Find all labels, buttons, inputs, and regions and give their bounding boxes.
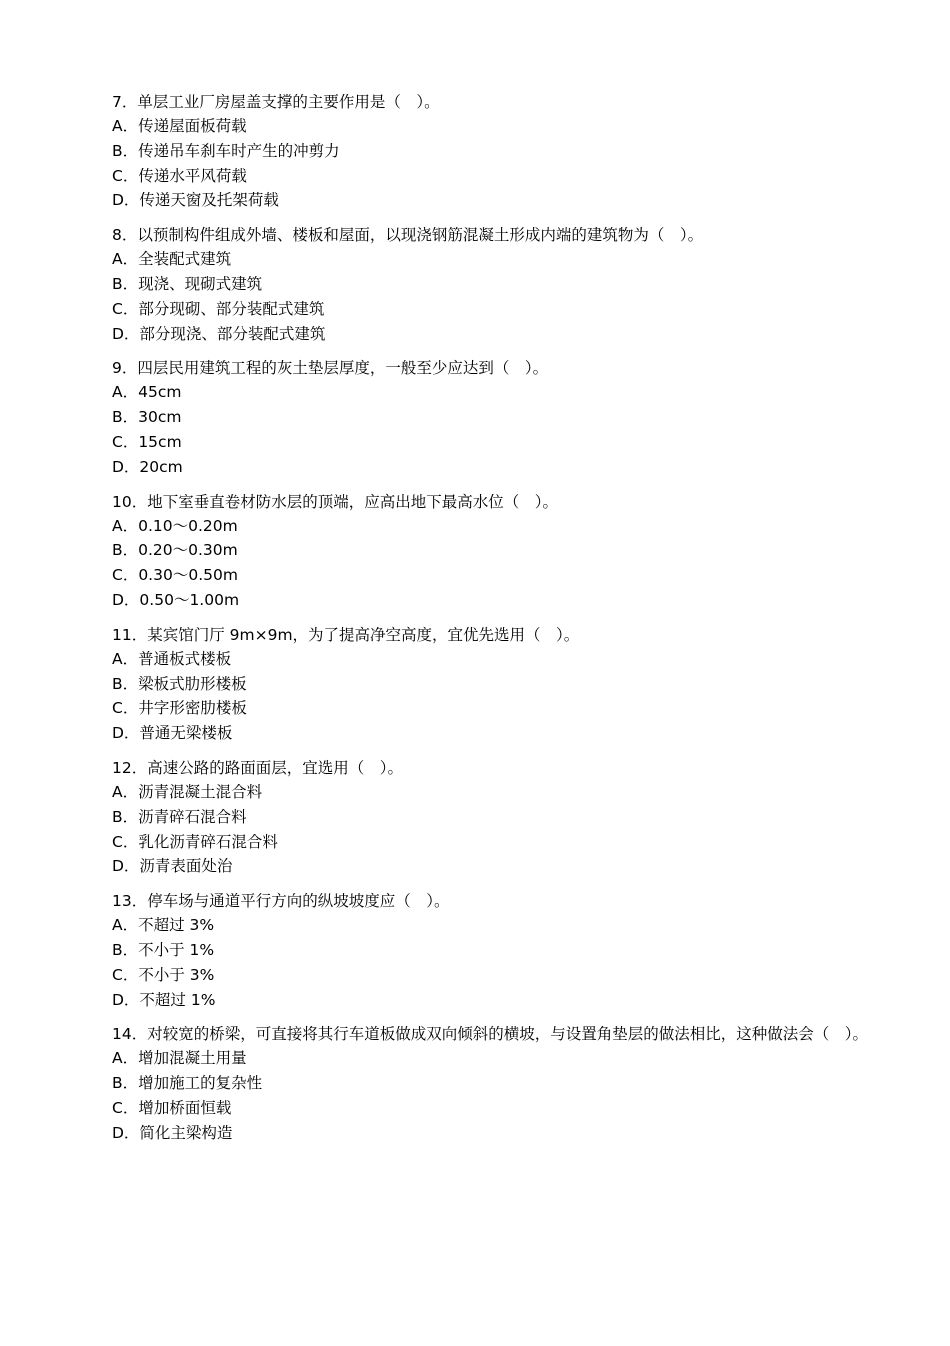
question-7 [88,90,878,213]
option-c: C．井字形密肋楼板 [112,699,247,718]
option-c: C．增加桥面恒载 [112,1098,232,1117]
question-stem: 13．停车场与通道平行方向的纵坡坡度应（ ）。 [112,892,450,911]
option-d: D．部分现浇、部分装配式建筑 [112,324,326,343]
option-a: A．不超过 3% [112,916,215,935]
question-11 [88,623,878,746]
option-c: C．传递水平风荷载 [112,166,247,185]
option-b: B．30cm [112,408,182,427]
option-b: B．现浇、现砌式建筑 [112,274,263,293]
option-b: B．梁板式肋形楼板 [112,674,247,693]
option-d: D．简化主梁构造 [112,1123,233,1142]
option-b: B．传递吊车刹车时产生的冲剪力 [112,141,340,160]
option-a: A．0.10～0.20m [112,516,238,535]
question-10 [88,490,878,613]
option-d: D．20cm [112,457,183,476]
question-stem: 9．四层民用建筑工程的灰土垫层厚度，一般至少应达到（ ）。 [112,359,549,378]
option-c: C．0.30～0.50m [112,566,238,585]
question-13 [88,889,878,1012]
question-12 [88,756,878,879]
question-stem: 12．高速公路的路面面层，宜选用（ ）。 [112,758,403,777]
option-d: D．0.50～1.00m [112,590,240,609]
option-d: D．传递天窗及托架荷载 [112,191,279,210]
question-9 [88,356,878,479]
option-c: C．15cm [112,432,182,451]
option-a: A．增加混凝土用量 [112,1049,247,1068]
option-c: C．不小于 3% [112,965,215,984]
option-c: C．乳化沥青碎石混合料 [112,832,278,851]
option-a: A．普通板式楼板 [112,649,232,668]
option-d: D．沥青表面处治 [112,857,233,876]
option-a: A．沥青混凝土混合料 [112,782,263,801]
question-14 [88,1022,878,1145]
question-stem: 10．地下室垂直卷材防水层的顶端，应高出地下最高水位（ ）。 [112,492,558,511]
option-a: A．全装配式建筑 [112,250,232,269]
question-stem: 14．对较宽的桥梁，可直接将其行车道板做成双向倾斜的横坡，与设置角垫层的做法相比，这种做法会（ ）。 [112,1025,868,1044]
option-b: B．0.20～0.30m [112,541,238,560]
option-b: B．增加施工的复杂性 [112,1074,263,1093]
option-b: B．不小于 1% [112,940,215,959]
question-list [88,90,878,1156]
option-a: A．45cm [112,383,182,402]
option-c: C．部分现砌、部分装配式建筑 [112,299,325,318]
option-d: D．普通无梁楼板 [112,724,233,743]
question-stem: 8．以预制构件组成外墙、楼板和屋面，以现浇钢筋混凝土形成内端的建筑物为（ ）。 [112,226,704,245]
option-d: D．不超过 1% [112,990,216,1009]
option-b: B．沥青碎石混合料 [112,807,247,826]
question-stem: 11．某宾馆门厅 9m×9m，为了提高净空高度，宜优先选用（ ）。 [112,625,580,644]
question-stem: 7．单层工业厂房屋盖支撑的主要作用是（ ）。 [112,93,440,111]
option-a: A．传递屋面板荷载 [112,117,247,135]
question-8 [88,223,878,346]
